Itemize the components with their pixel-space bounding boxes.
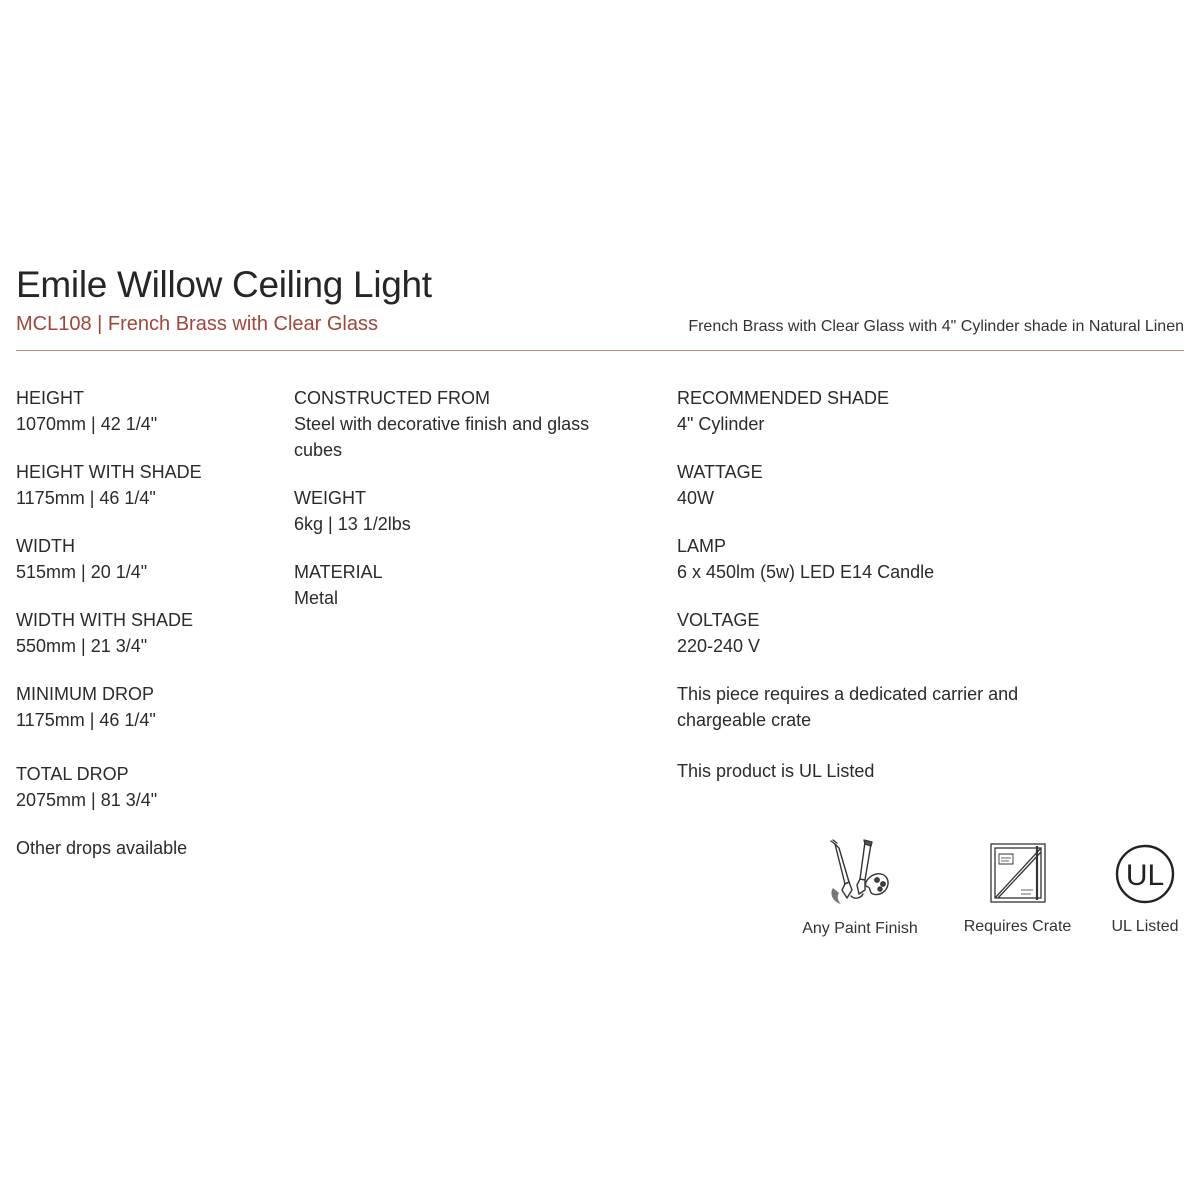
spec-material <box>294 559 639 611</box>
badge-label: Any Paint Finish <box>802 920 918 937</box>
product-code-subtitle: MCL108 | French Brass with Clear Glass <box>16 313 378 335</box>
spec-label: TOTAL DROP <box>16 764 129 784</box>
crate-requirement-note: This piece requires a dedicated carrier and chargeable crate <box>677 684 1019 730</box>
spec-wattage <box>677 459 1097 511</box>
spec-weight <box>294 485 639 537</box>
badge-label: UL Listed <box>1111 918 1179 935</box>
spec-label: WIDTH <box>16 536 75 556</box>
feature-badges <box>790 838 1190 958</box>
spec-value: Steel with decorative finish and glass cubes <box>294 414 590 460</box>
spec-height-with-shade <box>16 459 276 511</box>
spec-value: 515mm | 20 1/4" <box>16 562 148 582</box>
spec-value: 1175mm | 46 1/4" <box>16 710 156 730</box>
spec-label: HEIGHT WITH SHADE <box>16 462 202 482</box>
spec-value: 6 x 450lm (5w) LED E14 Candle <box>677 562 935 582</box>
spec-label: LAMP <box>677 536 727 556</box>
finish-note: French Brass with Clear Glass with 4" Cylinder shade in Natural Linen <box>688 318 1184 335</box>
badge-any-paint-finish <box>790 838 930 938</box>
ul-listed-note: This product is UL Listed <box>677 761 875 781</box>
spec-voltage <box>677 607 1097 659</box>
spec-value: 2075mm | 81 3/4" <box>16 790 158 810</box>
spec-lamp <box>677 533 1097 585</box>
header-divider <box>16 350 1184 351</box>
ul-mark: UL <box>1125 859 1165 892</box>
spec-label: RECOMMENDED SHADE <box>677 388 890 408</box>
ul-listed-icon <box>1112 838 1178 908</box>
spec-height <box>16 385 276 437</box>
spec-label: CONSTRUCTED FROM <box>294 388 490 408</box>
spec-value: 550mm | 21 3/4" <box>16 636 148 656</box>
dimensions-column <box>16 385 276 886</box>
spec-label: MINIMUM DROP <box>16 684 154 704</box>
badge-ul-listed <box>1100 838 1190 936</box>
spec-constructed-from <box>294 385 639 463</box>
spec-value: 220-240 V <box>677 636 761 656</box>
spec-label: WATTAGE <box>677 462 763 482</box>
product-title: Emile Willow Ceiling Light <box>16 264 432 305</box>
spec-value: 4" Cylinder <box>677 414 765 434</box>
spec-label: WEIGHT <box>294 488 366 508</box>
electrical-column <box>677 385 1097 809</box>
spec-label: VOLTAGE <box>677 610 760 630</box>
spec-value: Metal <box>294 588 339 608</box>
spec-total-drop <box>16 761 276 813</box>
spec-value: 40W <box>677 488 715 508</box>
badge-requires-crate <box>950 838 1085 936</box>
spec-width-with-shade <box>16 607 276 659</box>
spec-label: MATERIAL <box>294 562 383 582</box>
spec-recommended-shade <box>677 385 1097 437</box>
construction-column <box>294 385 639 633</box>
crate-icon <box>985 838 1051 908</box>
spec-label: WIDTH WITH SHADE <box>16 610 193 630</box>
spec-value: 1175mm | 46 1/4" <box>16 488 156 508</box>
badge-label: Requires Crate <box>963 918 1072 935</box>
spec-value: 6kg | 13 1/2lbs <box>294 514 411 534</box>
other-drops-note: Other drops available <box>16 838 188 858</box>
spec-value: 1070mm | 42 1/4" <box>16 414 158 434</box>
spec-width <box>16 533 276 585</box>
spec-minimum-drop <box>16 681 276 733</box>
paint-brush-icon <box>825 838 895 910</box>
spec-label: HEIGHT <box>16 388 85 408</box>
